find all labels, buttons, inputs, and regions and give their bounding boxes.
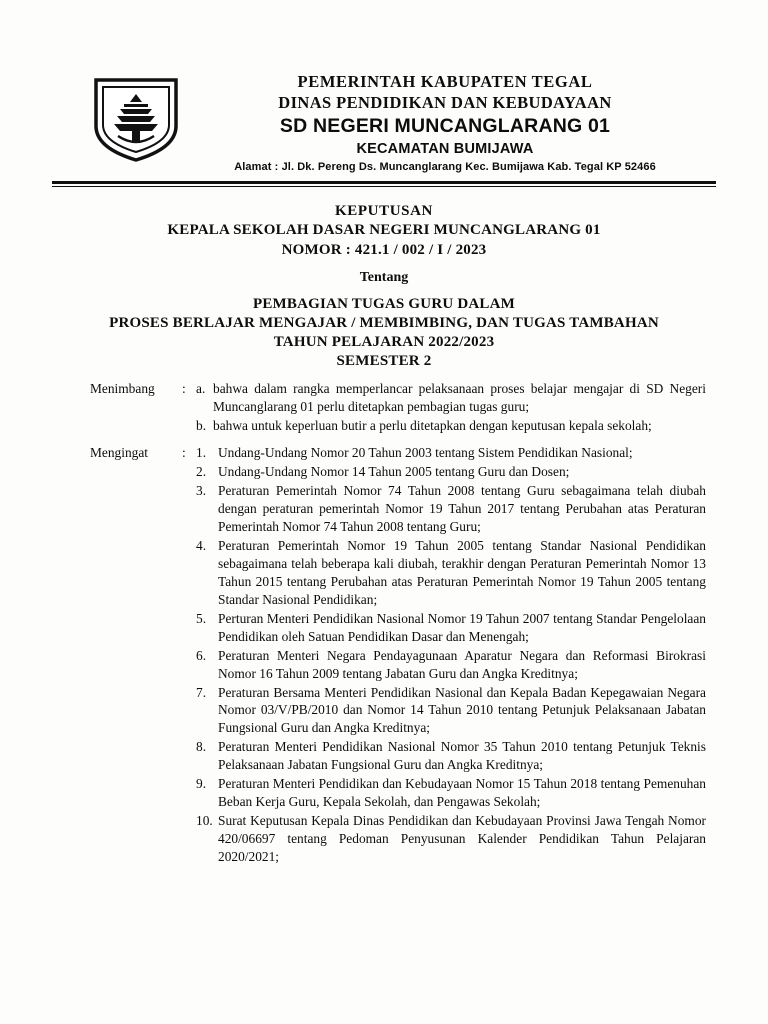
letterhead-text [182,62,728,175]
clause-menimbang [90,380,706,436]
item-marker: b. [196,418,207,434]
item-marker: 8. [196,739,207,755]
header-divider [0,175,768,187]
clause-items [196,380,706,436]
item-marker: 6. [196,647,207,663]
item-marker: 5. [196,610,207,626]
school-name: SD NEGERI MUNCANGLARANG 01 [279,115,611,138]
title-semester: SEMESTER 2 [336,353,432,370]
item-text: Undang-Undang Nomor 20 Tahun 2003 tentang Sistem Pendidikan Nasional; [218,445,633,461]
divider-thin [52,186,716,187]
title-subject-line-1: PEMBAGIAN TUGAS GURU DALAM [252,296,516,313]
school-address: Alamat : Jl. Dk. Pereng Ds. Muncanglarang Kec. Bumijawa Kab. Tegal KP 52466 [234,161,656,174]
list-item [196,812,706,866]
title-kepala-sekolah: KEPALA SEKOLAH DASAR NEGERI MUNCANGLARANG 01 [167,222,601,239]
clause-items [196,444,706,867]
list-item [196,684,706,738]
item-text: Peraturan Bersama Menteri Pendidikan Nasional dan Kepala Badan Kepegawaian Negara Nomor 03/V/PB/2010 dan Nomor 14 Tahun 2010 tentang Petunjuk Pelaksanaan Jabatan Fungsional Guru dan Angka Kreditnya; [218,684,706,736]
item-text: Peraturan Menteri Pendidikan Nasional Nomor 35 Tahun 2010 tentang Petunjuk Teknis Pelaksanaan Jabatan Fungsional Guru dan Angka Kreditnya; [218,739,706,773]
item-text: bahwa dalam rangka memperlancar pelaksanaan proses belajar mengajar di SD Negeri Muncanglarang 01 perlu ditetapkan pembagian tugas guru; [213,381,706,415]
clause-mengingat [90,444,706,867]
item-marker: 3. [196,483,207,499]
title-nomor: NOMOR : 421.1 / 002 / I / 2023 [281,242,487,259]
item-text: Peraturan Pemerintah Nomor 74 Tahun 2008 tentang Guru sebagaimana telah diubah dengan peraturan pemerintah Nomor 19 Tahun 2017 tentang Perubahan atas Peraturan Pemerintah Nomor 74 Tahun 2008 tentang Guru; [218,483,706,534]
clause-label: Mengingat [90,445,149,461]
list-item [196,610,706,646]
item-marker: 1. [196,445,207,461]
decree-body [0,380,768,867]
item-text: Peraturan Pemerintah Nomor 19 Tahun 2005 tentang Standar Nasional Pendidikan sebagaimana telah beberapa kali diubah, terakhir dengan Peraturan Pemerintah Nomor 13 Tahun 2015 tentang Perubahan atas Peraturan Pemerintah Nomor 19 Tahun 2005 tentang Standar Nasional Pendidikan; [218,537,706,607]
letterhead-line-2: DINAS PENDIDIKAN DAN KEBUDAYAAN [278,92,612,112]
list-item [196,380,706,416]
item-text: bahwa untuk keperluan butir a perlu ditetapkan dengan keputusan kepala sekolah; [213,418,652,434]
item-text: Undang-Undang Nomor 14 Tahun 2005 tentang Guru dan Dosen; [218,464,570,480]
list-item [196,738,706,774]
list-item [196,537,706,609]
list-item [196,482,706,536]
list-item [196,775,706,811]
divider-thick [52,181,716,184]
title-tentang: Tentang [359,270,409,286]
clause-label: Menimbang [90,381,155,397]
list-item [196,647,706,683]
item-text: Peraturan Menteri Pendidikan dan Kebudayaan Nomor 15 Tahun 2018 tentang Pemenuhan Beban Kerja Guru, Kepala Sekolah, dan Pengawas Sekolah; [218,776,706,810]
item-marker: 9. [196,776,207,792]
list-item [196,417,706,435]
item-text: Peraturan Menteri Negara Pendayagunaan Aparatur Negara dan Reformasi Birokrasi Nomor 16 Tahun 2009 tentang Jabatan Guru dan Angka Kreditnya; [218,647,706,681]
item-marker: 2. [196,464,207,480]
list-item [196,463,706,481]
item-text: Surat Keputusan Kepala Dinas Pendidikan dan Kebudayaan Provinsi Jawa Tengah Nomor 420/06697 tentang Pedoman Penyusunan Kalender Pendidikan Tahun Pelajaran 2020/2021; [218,813,706,865]
government-crest-icon [90,76,182,160]
district-name: KECAMATAN BUMIJAWA [356,140,534,157]
decree-title-block [0,203,768,370]
item-marker: a. [196,381,206,397]
clause-colon: : [182,445,186,461]
title-subject-line-3: TAHUN PELAJARAN 2022/2023 [273,334,495,351]
list-item [196,444,706,462]
item-marker: 7. [196,684,207,700]
letterhead-line-1: PEMERINTAH KABUPATEN TEGAL [297,72,593,91]
title-keputusan: KEPUTUSAN [335,203,433,220]
item-text: Perturan Menteri Pendidikan Nasional Nomor 19 Tahun 2007 tentang Standar Pengelolaan Pendidikan oleh Satuan Pendidikan Dasar dan Menengah; [218,610,706,644]
item-marker: 4. [196,537,207,553]
letterhead [0,0,768,175]
title-subject-line-2: PROSES BERLAJAR MENGAJAR / MEMBIMBING, DAN TUGAS TAMBAHAN [109,315,659,332]
clause-colon: : [182,381,186,397]
item-marker: 10. [196,813,213,829]
